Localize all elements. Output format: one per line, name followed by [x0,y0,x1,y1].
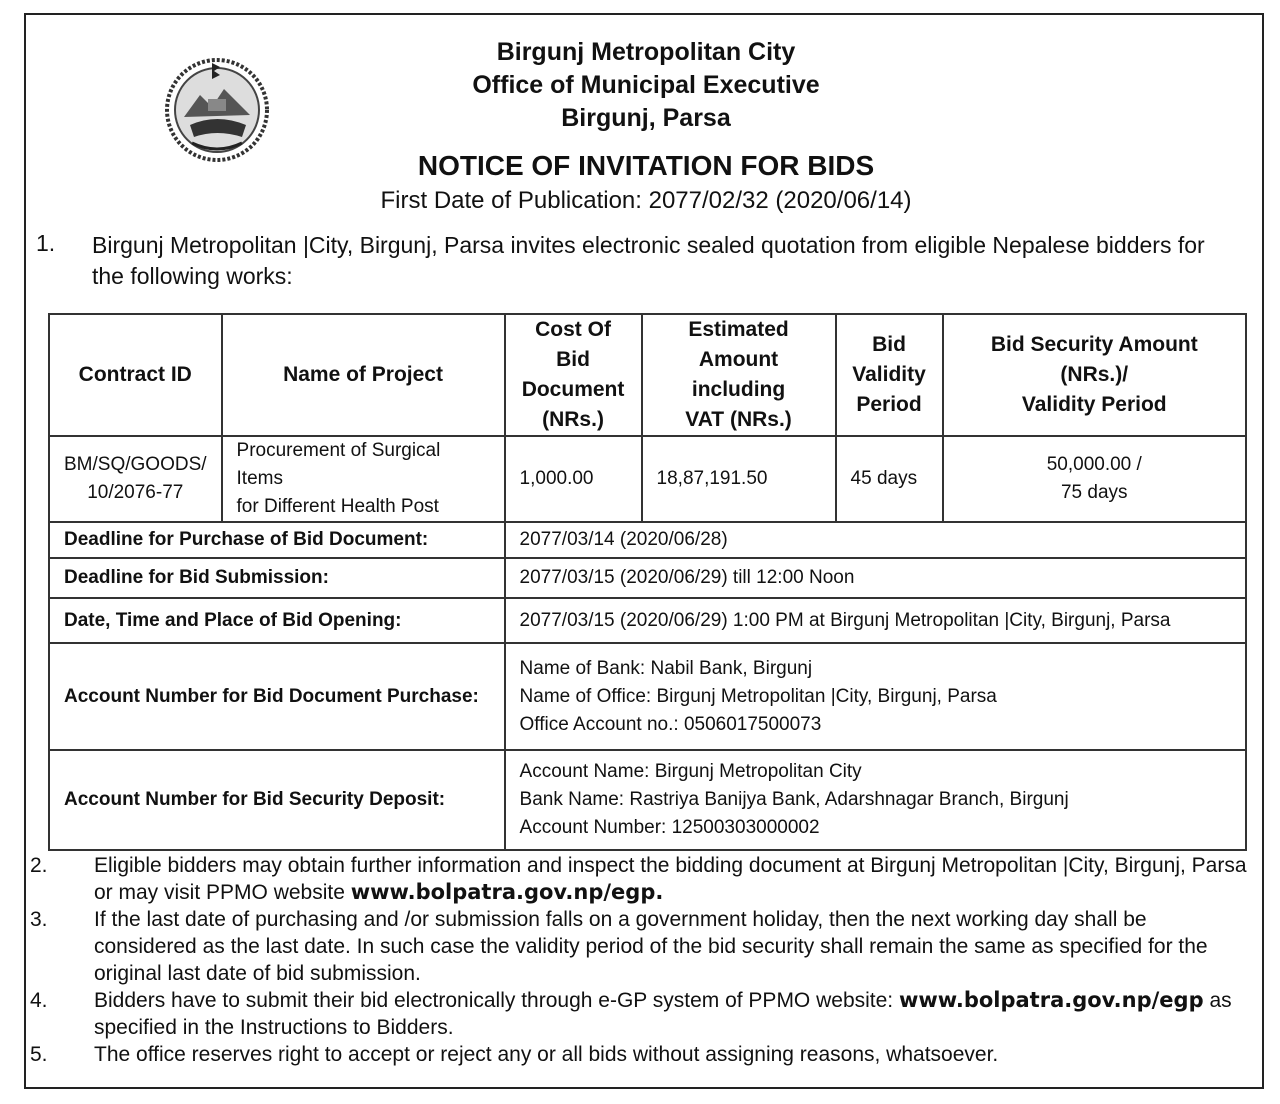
cost-cell: 1,000.00 [505,436,642,522]
header-security: Bid Security Amount (NRs.)/ Validity Period [943,314,1246,436]
list-item [30,906,1250,987]
header-cost: Cost Of Bid Document (NRs.) [505,314,642,436]
list-item [30,1041,1250,1068]
info-label: Deadline for Bid Submission: [49,558,505,598]
item-number: 5. [30,1043,48,1066]
header-estimate: Estimated Amount including VAT (NRs.) [642,314,836,436]
terms-list [30,852,1250,1068]
list-item [30,852,1250,906]
publication-date: First Date of Publication: 2077/02/32 (2020/06/14) [380,187,912,214]
item-text: Eligible bidders may obtain further information and inspect the bidding document at Birgunj Metropolitan |City, Birgunj, Parsa or may visit PPMO website [94,854,1247,904]
bid-table [48,313,1247,851]
info-label: Account Number for Bid Document Purchase: [49,643,505,750]
info-row [49,598,1246,643]
item-number: 2. [30,854,48,877]
info-label: Account Number for Bid Security Deposit: [49,750,505,850]
header-city: Birgunj Metropolitan City [496,38,796,66]
info-row [49,558,1246,598]
info-value: Name of Bank: Nabil Bank, Birgunj Name of Office: Birgunj Metropolitan |City, Birgunj, Parsa Office Account no.: 0506017500073 [505,643,1246,750]
item-text: If the last date of purchasing and /or submission falls on a government holiday, then the next working day shall be considered as the last date. In such case the validity period of the bid security shall remain the same as specified for the original last date of bid submission. [94,908,1208,985]
info-row [49,643,1246,750]
security-cell: 50,000.00 / 75 days [943,436,1246,522]
item-text-tail: as specified in the Instructions to Bidders. [94,989,1232,1039]
contract-id-cell: BM/SQ/GOODS/ 10/2076-77 [49,436,222,522]
item-text: Bidders have to submit their bid electronically through e-GP system of PPMO website: [94,989,899,1012]
ppmo-link[interactable]: www.bolpatra.gov.np/egp [898,988,1204,1012]
info-row [49,750,1246,850]
header-project: Name of Project [222,314,505,436]
list-item [30,987,1250,1041]
info-value: 2077/03/15 (2020/06/29) 1:00 PM at Birgunj Metropolitan |City, Birgunj, Parsa [505,598,1246,643]
ppmo-link[interactable]: www.bolpatra.gov.np/egp. [350,880,664,904]
intro-text: Birgunj Metropolitan |City, Birgunj, Parsa invites electronic sealed quotation from eligible Nepalese bidders for the following works: [92,232,1205,289]
item-number: 4. [30,989,48,1012]
validity-cell: 45 days [836,436,943,522]
estimate-cell: 18,87,191.50 [642,436,836,522]
project-cell: Procurement of Surgical Items for Different Health Post [222,436,505,522]
notice-title: NOTICE OF INVITATION FOR BIDS [417,150,875,181]
header-contract-id: Contract ID [49,314,222,436]
table-header-row [49,314,1246,436]
info-value: Account Name: Birgunj Metropolitan City Bank Name: Rastriya Banijya Bank, Adarshnagar Branch, Birgunj Account Number: 12500303000002 [505,750,1246,850]
header-office: Office of Municipal Executive [472,71,820,99]
item-text: The office reserves right to accept or reject any or all bids without assigning reasons, whatsoever. [94,1043,999,1066]
info-value: 2077/03/15 (2020/06/29) till 12:00 Noon [505,558,1246,598]
info-label: Date, Time and Place of Bid Opening: [49,598,505,643]
info-row [49,522,1246,558]
header-validity: Bid Validity Period [836,314,943,436]
info-label: Deadline for Purchase of Bid Document: [49,522,505,558]
item-number: 1. [36,230,56,256]
item-number: 3. [30,908,48,931]
info-value: 2077/03/14 (2020/06/28) [505,522,1246,558]
table-row [49,436,1246,522]
header-location: Birgunj, Parsa [561,104,731,132]
